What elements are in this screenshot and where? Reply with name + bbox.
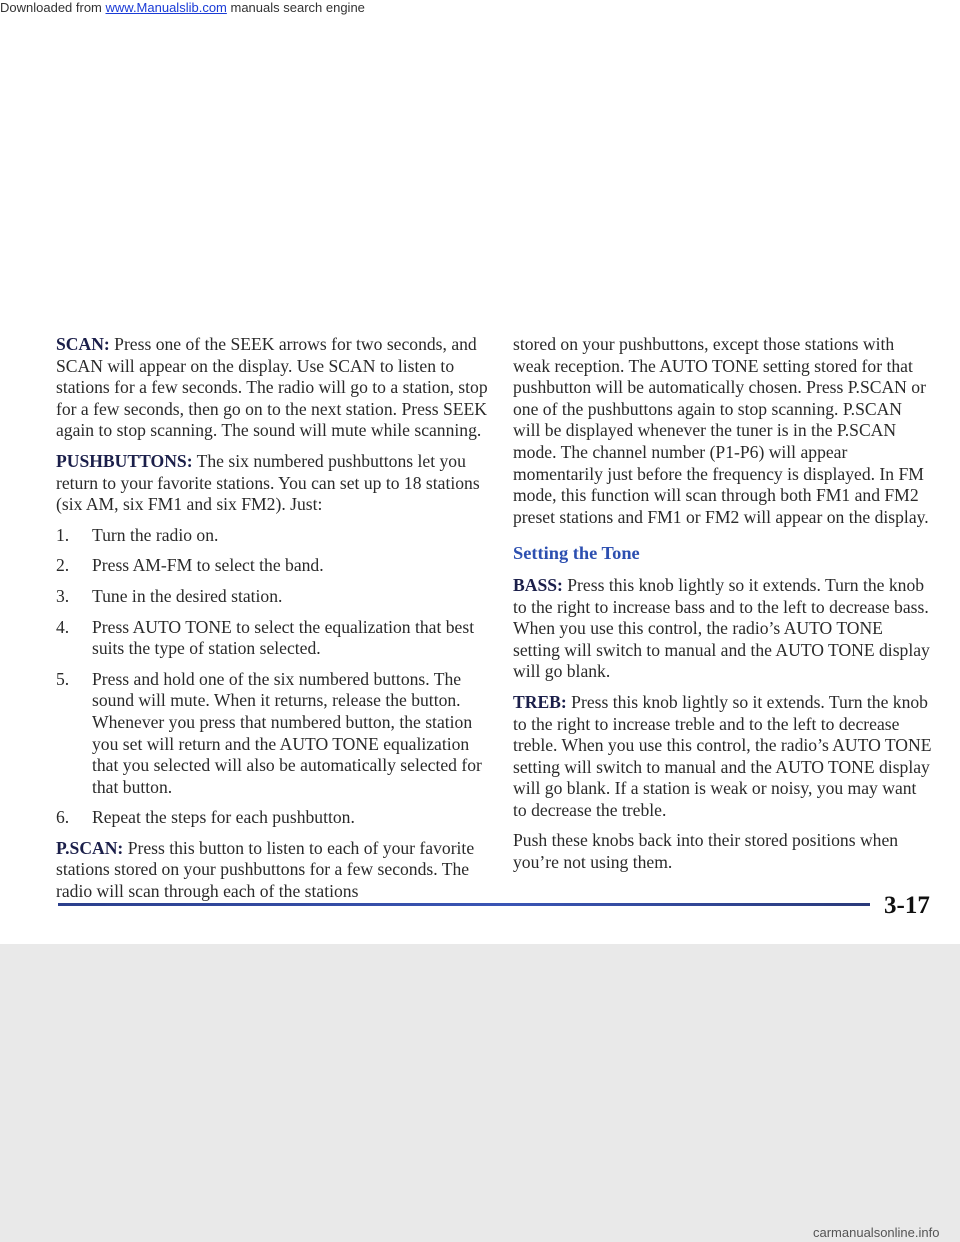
watermark-suffix: manuals search engine [226, 0, 365, 15]
pscan-paragraph [56, 838, 488, 903]
step-text: Tune in the desired station. [92, 585, 283, 606]
treb-term: TREB: [513, 691, 567, 712]
treb-paragraph [513, 692, 933, 822]
page-number: 3-17 [884, 892, 930, 919]
step-text: Press and hold one of the six numbered buttons. The sound will mute. When it returns, release the button. Whenever you press that numbered button, the station you set will return and the AUTO TONE equalization that you selected will also be automatically selected for that button. [92, 668, 482, 797]
step-text: Press AUTO TONE to select the equalization that best suits the type of station selected. [92, 616, 475, 659]
pushbuttons-text: The six numbered pushbuttons let you return to your favorite stations. You can set up to 18 stations (six AM, six FM1 and six FM2). Just: [56, 450, 480, 515]
step-text: Press AM-FM to select the band. [92, 555, 324, 576]
list-item [56, 525, 488, 547]
treb-text: Press this knob lightly so it extends. Turn the knob to the right to increase treble and to the left to decrease treble. When you use this control, the radio’s AUTO TONE setting will switch to manual and the AUTO TONE display will go blank. If a station is weak or noisy, you may want to decrease the treble. [513, 691, 932, 820]
pushbuttons-term: PUSHBUTTONS: [56, 450, 193, 471]
scan-text: Press one of the SEEK arrows for two seconds, and SCAN will appear on the display. Use SCAN to listen to stations for a few seconds. The radio will go to a station, stop for a few seconds, then go on to the next station. Press SEEK again to stop scanning. The sound will mute while scanning. [56, 334, 488, 441]
list-item [56, 617, 488, 660]
step-text: Turn the radio on. [92, 524, 219, 545]
list-item [56, 586, 488, 608]
watermark-prefix: Downloaded from [0, 0, 106, 15]
scan-paragraph [56, 334, 488, 442]
list-item [56, 807, 488, 829]
site-watermark: carmanualsonline.info [813, 1225, 940, 1240]
step-number: 2. [56, 555, 70, 576]
list-item [56, 555, 488, 577]
manualslib-link[interactable]: www.Manualslib.com [105, 0, 227, 15]
section-heading-setting-the-tone: Setting the Tone [513, 543, 640, 564]
step-number: 4. [56, 616, 70, 637]
scan-term: SCAN: [56, 334, 110, 354]
closing-paragraph: Push these knobs back into their stored positions when you’re not using them. [513, 830, 899, 873]
step-number: 1. [56, 524, 70, 545]
bass-term: BASS: [513, 574, 563, 595]
bass-paragraph [513, 575, 933, 683]
pushbutton-steps-list [56, 525, 488, 829]
bass-text: Press this knob lightly so it extends. Turn the knob to the right to increase bass and to the left to decrease bass. When you use this control, the radio’s AUTO TONE setting will switch to manual and the AUTO TONE display will go blank. [513, 574, 930, 682]
step-number: 6. [56, 807, 70, 828]
footer-divider [58, 903, 870, 906]
step-number: 3. [56, 585, 70, 606]
download-watermark [0, 0, 365, 15]
pscan-continued-paragraph: stored on your pushbuttons, except those stations with weak reception. The AUTO TONE setting stored for that pushbutton will be automatically chosen. Press P.SCAN or one of the pushbuttons again to stop scanning. P.SCAN will be displayed whenever the tuner is in the P.SCAN mode. The channel number (P1-P6) will appear momentarily just before the frequency is displayed. In FM mode, this function will scan through both FM1 and FM2 preset stations and FM1 or FM2 will appear on the display. [513, 334, 929, 527]
list-item [56, 669, 488, 799]
pushbuttons-paragraph [56, 451, 488, 516]
step-number: 5. [56, 668, 70, 689]
pscan-text: Press this button to listen to each of your favorite stations stored on your pushbuttons for a few seconds. The radio will scan through each of the stations [56, 837, 475, 902]
step-text: Repeat the steps for each pushbutton. [92, 807, 355, 828]
pscan-term: P.SCAN: [56, 837, 124, 858]
right-column [513, 334, 933, 883]
left-column [56, 334, 488, 912]
